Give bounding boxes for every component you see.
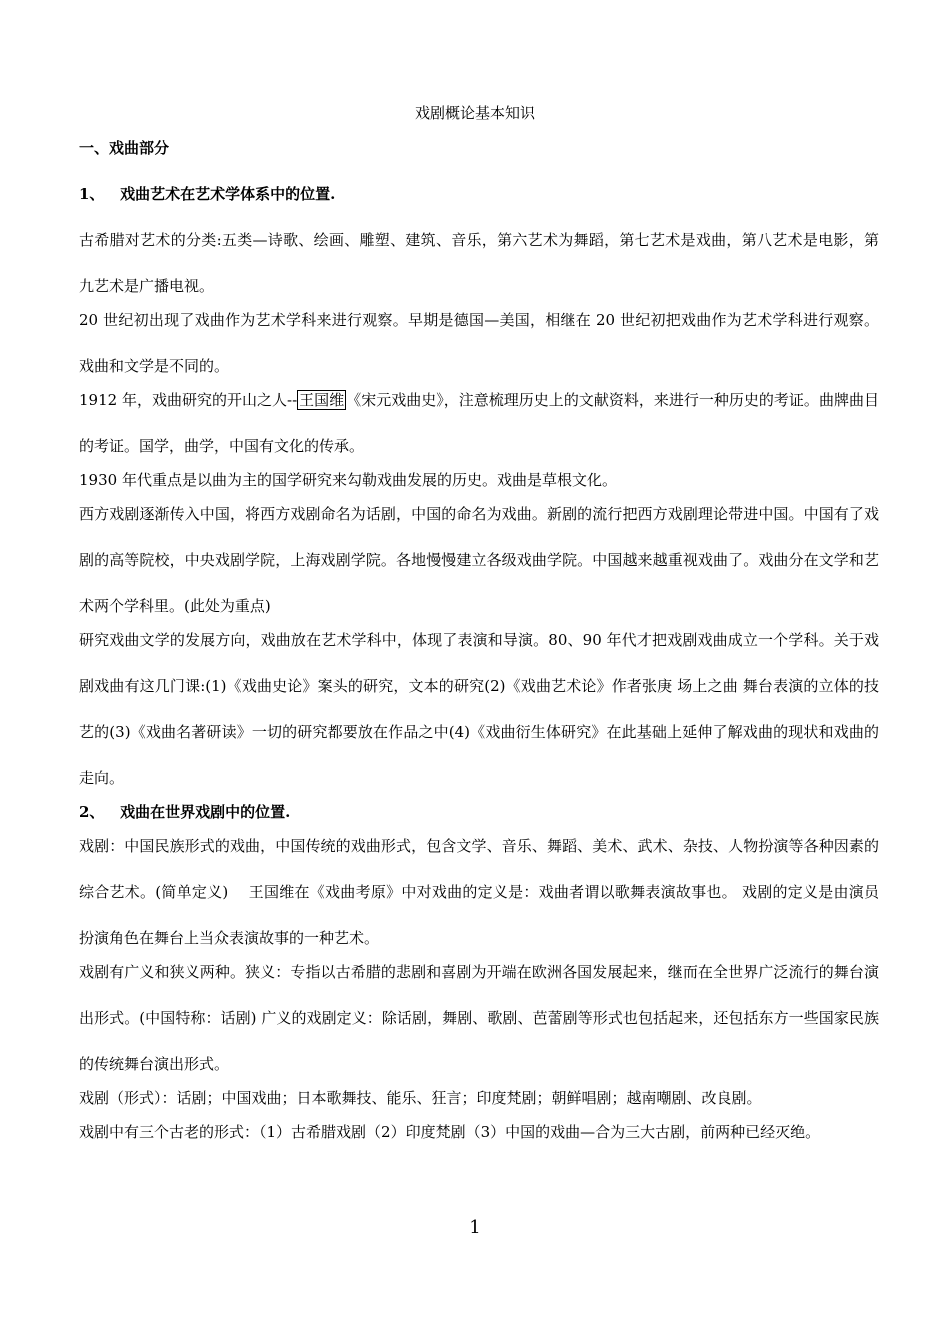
paragraph-2: 20 世纪初出现了戏曲作为艺术学科来进行观察。早期是德国—美国，相继在 20 世纪初把戏曲作为艺术学科进行观察。戏曲和文学是不同的。 [79, 311, 879, 375]
paragraph-1: 古希腊对艺术的分类:五类—诗歌、绘画、雕塑、建筑、音乐，第六艺术为舞蹈，第七艺术是戏曲，第八艺术是电影，第九艺术是广播电视。 [79, 231, 879, 295]
document-title: 戏剧概论基本知识 [414, 104, 535, 122]
boxed-name: 王国维 [299, 391, 345, 409]
subsection-heading-2 [79, 801, 879, 823]
subsection-number-1: 1、 [79, 185, 105, 203]
page-number: 1 [469, 1217, 481, 1238]
subsection-heading-1 [79, 183, 879, 205]
subsection-number-2: 2、 [79, 803, 105, 821]
paragraph-4: 1930 年代重点是以曲为主的国学研究来勾勒戏曲发展的历史。戏曲是草根文化。 [79, 471, 617, 489]
paragraph-7: 戏剧：中国民族形式的戏曲，中国传统的戏曲形式，包含文学、音乐、舞蹈、美术、武术、杂技、人物扮演等各种因素的综合艺术。(简单定义) 王国维在《戏曲考原》中对戏曲的定义是：戏曲者谓以歌舞表演故事也。 戏剧的定义是由演员扮演角色在舞台上当众表演故事的一种艺术。 [79, 837, 879, 947]
paragraph-3 [79, 377, 879, 469]
paragraph-9: 戏剧（形式）：话剧；中国戏曲；日本歌舞技、能乐、狂言；印度梵剧；朝鲜唱剧；越南嘲剧、改良剧。 [79, 1089, 762, 1107]
document-body [79, 137, 879, 1143]
section-heading: 一、戏曲部分 [79, 139, 170, 157]
paragraph-3-start: 1912 年，戏曲研究的开山之人-- [79, 391, 298, 409]
subsection-text-2: 戏曲在世界戏剧中的位置. [120, 803, 291, 821]
paragraph-5: 西方戏剧逐渐传入中国，将西方戏剧命名为话剧，中国的命名为戏曲。新剧的流行把西方戏剧理论带进中国。中国有了戏剧的高等院校，中央戏剧学院，上海戏剧学院。各地慢慢建立各级戏曲学院。中国越来越重视戏曲了。戏曲分在文学和艺术两个学科里。(此处为重点) [79, 505, 879, 615]
paragraph-6: 研究戏曲文学的发展方向，戏曲放在艺术学科中，体现了表演和导演。80、90 年代才把戏剧戏曲成立一个学科。关于戏剧戏曲有这几门课:(1)《戏曲史论》案头的研究，文本的研究(2)《戏曲艺术论》作者张庚 场上之曲 舞台表演的立体的技艺的(3)《戏曲名著研读》一切的研究都要放在作品之中(4)《戏曲衍生体研究》在此基础上延伸了解戏曲的现状和戏曲的走向。 [79, 631, 879, 787]
subsection-text-1: 戏曲艺术在艺术学体系中的位置. [120, 185, 336, 203]
paragraph-8: 戏剧有广义和狭义两种。狭义：专指以古希腊的悲剧和喜剧为开端在欧洲各国发展起来，继而在全世界广泛流行的舞台演出形式。(中国特称：话剧) 广义的戏剧定义：除话剧，舞剧、歌剧、芭蕾剧等形式也包括起来，还包括东方一些国家民族的传统舞台演出形式。 [79, 963, 879, 1073]
paragraph-10: 戏剧中有三个古老的形式：（1）古希腊戏剧（2）印度梵剧（3）中国的戏曲—合为三大古剧，前两种已经灭绝。 [79, 1123, 821, 1141]
paragraph-3-end: 《宋元戏曲史》，注意梳理历史上的文献资料，来进行一种历史的考证。曲牌曲目的考证。国学，曲学，中国有文化的传承。 [79, 391, 879, 455]
